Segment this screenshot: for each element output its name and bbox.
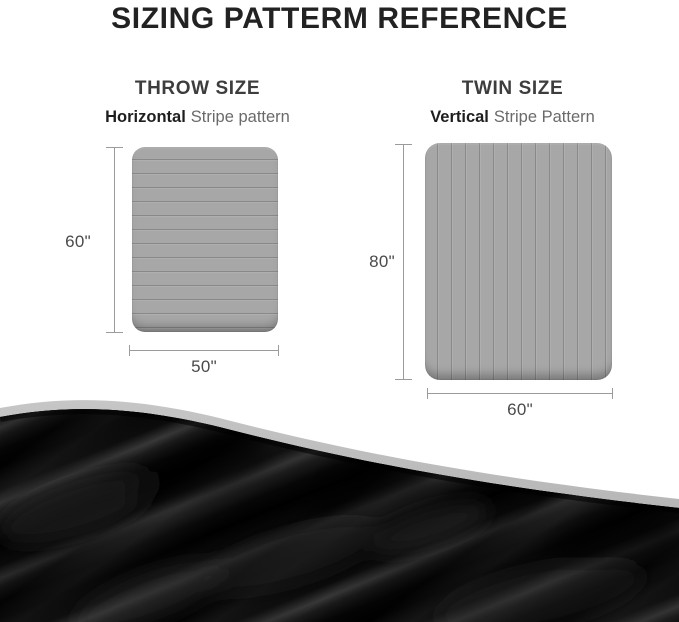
throw-pattern-rest: Stripe pattern: [190, 108, 290, 126]
twin-heading: TWIN SIZE: [461, 78, 564, 99]
throw-section: [40, 78, 355, 127]
throw-pattern-label: [40, 107, 355, 127]
throw-height-dimension-line: [114, 147, 115, 333]
throw-width-dimension-line: [129, 350, 279, 351]
throw-width-label: 50": [191, 357, 217, 376]
throw-heading: THROW SIZE: [134, 78, 261, 99]
throw-pattern-bold: Horizontal: [105, 108, 186, 126]
throw-height-label: 60": [65, 232, 91, 251]
twin-pattern-rest: Stripe Pattern: [493, 108, 595, 126]
twin-pattern-bold: Vertical: [430, 108, 489, 126]
fabric-photo: [0, 392, 679, 622]
twin-blanket-diagram: [425, 143, 612, 380]
twin-pattern-label: [355, 107, 670, 127]
twin-section: [355, 78, 670, 127]
page-title: SIZING PATTERM REFERENCE: [111, 2, 568, 35]
twin-width-label: 60": [507, 400, 533, 419]
throw-blanket-diagram: [132, 147, 278, 332]
twin-height-label: 80": [369, 252, 395, 271]
